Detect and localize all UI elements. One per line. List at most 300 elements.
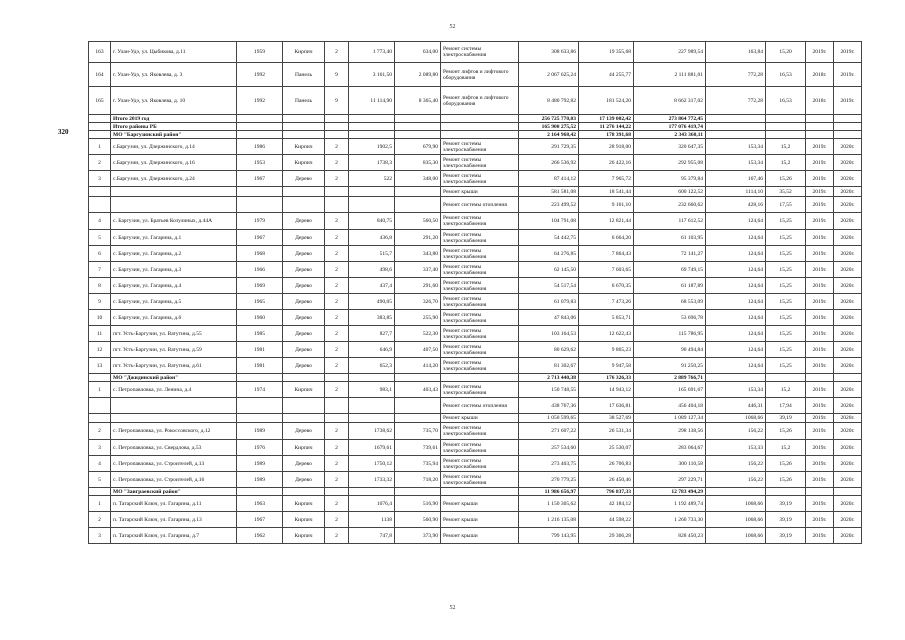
cell-cost-control: 26 422,16 xyxy=(579,155,634,171)
table-row xyxy=(89,187,862,197)
cell-cost-works: 2 067 625,24 xyxy=(519,63,579,87)
cell-total-area: 1750,12 xyxy=(349,456,395,472)
table-row xyxy=(89,414,862,423)
cell-total-area: 1076,4 xyxy=(349,496,395,512)
cell-unit-control: 15,26 xyxy=(766,456,806,472)
cell-unit-cost xyxy=(706,374,766,382)
cell-cost-works: 165 900 275,52 xyxy=(519,123,579,131)
cell-row-number: 1 xyxy=(89,496,111,512)
cell-work-type: Ремонт системы электроснабжения xyxy=(441,342,519,358)
cell-start-year: 2019г. xyxy=(806,278,834,294)
cell-living-area: 291,60 xyxy=(395,278,441,294)
cell-work-type: Ремонт системы электроснабжения xyxy=(441,382,519,398)
cell-year-built xyxy=(237,398,283,414)
cell-cost-works: 438 767,36 xyxy=(519,398,579,414)
cell-floors: 2 xyxy=(325,382,349,398)
cell-row-number: 4 xyxy=(89,213,111,230)
cell-cost-total: 320 647,35 xyxy=(634,139,706,155)
cell-unit-cost: 124,64 xyxy=(706,262,766,278)
cell-year-built: 1981 xyxy=(237,358,283,374)
cell-row-number: 11 xyxy=(89,326,111,342)
cell-end-year: 2020г. xyxy=(834,171,862,187)
cell-year-built: 1976 xyxy=(237,440,283,456)
cell-address: пгт. Усть-Баргузин, ул. Ватутина, д.55 xyxy=(111,326,237,342)
cell-floors xyxy=(325,398,349,414)
cell-address: с. Баргузин, ул. Братьев Козулиных, д.44А xyxy=(111,213,237,230)
cell-row-number: 9 xyxy=(89,294,111,310)
cell-address: с.Баргузин, ул. Дзержинского, д.16 xyxy=(111,155,237,171)
cell-work-type: Ремонт лифтов и лифтового оборудования xyxy=(441,63,519,87)
cell-row-number: 164 xyxy=(89,63,111,87)
cell-start-year: 2019г. xyxy=(806,246,834,262)
cell-unit-control: 15,25 xyxy=(766,294,806,310)
cell-end-year xyxy=(834,115,862,123)
cell-total-area: 1738,62 xyxy=(349,423,395,440)
cell-wall-material: Дерево xyxy=(283,213,325,230)
cell-cost-works: 1 150 305,62 xyxy=(519,496,579,512)
cell-cost-works: 291 729,35 xyxy=(519,139,579,155)
cell-unit-cost: 124,64 xyxy=(706,213,766,230)
cell-unit-cost: 1068,66 xyxy=(706,496,766,512)
cell-cost-total: 600 122,52 xyxy=(634,187,706,197)
cell-wall-material xyxy=(283,131,325,139)
cell-work-type: Ремонт крыши xyxy=(441,528,519,544)
cell-unit-control: 15,25 xyxy=(766,246,806,262)
cell-year-built xyxy=(237,414,283,423)
cell-unit-cost: 124,64 xyxy=(706,278,766,294)
cell-unit-control: 15,2 xyxy=(766,440,806,456)
cell-address: с. Петропавловка, ул. Ленина, д.4 xyxy=(111,382,237,398)
cell-unit-cost: 428,16 xyxy=(706,197,766,213)
cell-total-area: 3 161,50 xyxy=(349,63,395,87)
cell-unit-cost: 153,34 xyxy=(706,139,766,155)
cell-cost-works: 11 986 656,97 xyxy=(519,488,579,496)
cell-total-area: 490,05 xyxy=(349,294,395,310)
cell-wall-material xyxy=(283,197,325,213)
cell-unit-control: 39,19 xyxy=(766,414,806,423)
cell-total-area xyxy=(349,488,395,496)
cell-year-built: 1974 xyxy=(237,382,283,398)
cell-total-area xyxy=(349,414,395,423)
cell-total-area xyxy=(349,398,395,414)
cell-unit-cost: 124,64 xyxy=(706,358,766,374)
cell-end-year: 2020г. xyxy=(834,230,862,246)
cell-address xyxy=(111,187,237,197)
cell-address: с. Баргузин, ул. Гагарина, д.4 xyxy=(111,278,237,294)
cell-start-year: 2019г. xyxy=(806,326,834,342)
cell-living-area: 255,90 xyxy=(395,310,441,326)
cell-end-year: 2020г. xyxy=(834,326,862,342)
cell-year-built xyxy=(237,131,283,139)
cell-cost-control: 6 670,35 xyxy=(579,278,634,294)
cell-unit-control xyxy=(766,374,806,382)
cell-unit-cost: 124,64 xyxy=(706,246,766,262)
cell-end-year: 2020г. xyxy=(834,472,862,488)
cell-end-year: 2020г. xyxy=(834,342,862,358)
cell-cost-works: 257 534,60 xyxy=(519,440,579,456)
cell-start-year: 2019г. xyxy=(806,398,834,414)
cell-work-type: Ремонт системы электроснабжения xyxy=(441,213,519,230)
cell-year-built: 1967 xyxy=(237,512,283,528)
cell-total-area: 515,7 xyxy=(349,246,395,262)
cell-end-year: 2020г. xyxy=(834,155,862,171)
table-row xyxy=(89,440,862,456)
cell-start-year: 2019г. xyxy=(806,310,834,326)
cell-end-year: 2020г. xyxy=(834,423,862,440)
cell-start-year: 2019г. xyxy=(806,197,834,213)
cell-cost-total: 68 553,09 xyxy=(634,294,706,310)
cell-cost-works: 223 499,52 xyxy=(519,197,579,213)
cell-unit-control: 39,19 xyxy=(766,512,806,528)
cell-year-built xyxy=(237,374,283,382)
cell-unit-cost xyxy=(706,115,766,123)
cell-unit-cost: 124,64 xyxy=(706,326,766,342)
cell-unit-cost: 124,64 xyxy=(706,294,766,310)
cell-work-type: Ремонт системы отопления xyxy=(441,398,519,414)
cell-cost-total: 2 343 360,11 xyxy=(634,131,706,139)
cell-cost-works: 581 581,08 xyxy=(519,187,579,197)
cell-address xyxy=(111,197,237,213)
cell-year-built: 1981 xyxy=(237,342,283,358)
cell-start-year: 2019г. xyxy=(806,528,834,544)
cell-cost-works: 2 164 968,42 xyxy=(519,131,579,139)
cell-cost-works: 80 629,62 xyxy=(519,342,579,358)
cell-end-year: 2020г. xyxy=(834,278,862,294)
table-row xyxy=(89,87,862,115)
table-row xyxy=(89,294,862,310)
cell-start-year xyxy=(806,488,834,496)
cell-floors xyxy=(325,197,349,213)
cell-wall-material xyxy=(283,414,325,423)
cell-unit-cost: 156,22 xyxy=(706,472,766,488)
cell-cost-works: 104 791,08 xyxy=(519,213,579,230)
cell-end-year: 2020г. xyxy=(834,139,862,155)
cell-floors: 2 xyxy=(325,213,349,230)
cell-cost-control: 42 184,12 xyxy=(579,496,634,512)
cell-living-area: 560,90 xyxy=(395,512,441,528)
cell-living-area: 343,80 xyxy=(395,246,441,262)
cell-row-number: 3 xyxy=(89,440,111,456)
cell-unit-cost xyxy=(706,488,766,496)
cell-unit-control: 15,25 xyxy=(766,213,806,230)
cell-cost-total: 8 662 317,02 xyxy=(634,87,706,115)
cell-work-type: Ремонт системы электроснабжения xyxy=(441,456,519,472)
cell-address: г. Улан-Удэ, ул. Цыбикова, д.11 xyxy=(111,42,237,63)
cell-row-number: 8 xyxy=(89,278,111,294)
cell-floors xyxy=(325,123,349,131)
cell-floors: 2 xyxy=(325,358,349,374)
cell-cost-works: 1 216 135,08 xyxy=(519,512,579,528)
cell-unit-control: 17,55 xyxy=(766,197,806,213)
cell-cost-total: 1 192 489,74 xyxy=(634,496,706,512)
cell-address: с. Баргузин, ул. Гагарина, д.2 xyxy=(111,246,237,262)
cell-living-area xyxy=(395,131,441,139)
cell-cost-total: 91 250,25 xyxy=(634,358,706,374)
cell-row-number: 1 xyxy=(89,382,111,398)
cell-cost-control: 796 837,33 xyxy=(579,488,634,496)
cell-wall-material: Кирпич xyxy=(283,155,325,171)
cell-total-area: 652,3 xyxy=(349,358,395,374)
cell-unit-cost: 167,46 xyxy=(706,171,766,187)
cell-year-built: 1963 xyxy=(237,496,283,512)
table-row xyxy=(89,230,862,246)
cell-row-number xyxy=(89,123,111,131)
cell-work-type: Ремонт системы электроснабжения xyxy=(441,139,519,155)
cell-year-built xyxy=(237,115,283,123)
cell-address: с. Баргузин, ул. Гагарина, д.3 xyxy=(111,262,237,278)
cell-living-area xyxy=(395,123,441,131)
cell-wall-material: Дерево xyxy=(283,472,325,488)
cell-unit-cost xyxy=(706,123,766,131)
cell-floors: 2 xyxy=(325,171,349,187)
cell-living-area: 403,43 xyxy=(395,382,441,398)
cell-total-area: 840,75 xyxy=(349,213,395,230)
cell-total-area xyxy=(349,123,395,131)
cell-wall-material xyxy=(283,115,325,123)
cell-cost-works: 2 713 440,38 xyxy=(519,374,579,382)
cell-year-built xyxy=(237,123,283,131)
cell-end-year: 2020г. xyxy=(834,213,862,230)
cell-living-area: 739,61 xyxy=(395,440,441,456)
cell-total-area: 383,85 xyxy=(349,310,395,326)
cell-unit-control: 15,2 xyxy=(766,382,806,398)
cell-cost-works: 54 442,75 xyxy=(519,230,579,246)
cell-total-area: 747,8 xyxy=(349,528,395,544)
cell-year-built: 1959 xyxy=(237,42,283,63)
cell-wall-material: Дерево xyxy=(283,278,325,294)
cell-unit-control: 15,25 xyxy=(766,326,806,342)
cell-floors: 2 xyxy=(325,512,349,528)
cell-living-area: 326,70 xyxy=(395,294,441,310)
cell-cost-total: 61 187,89 xyxy=(634,278,706,294)
cell-wall-material: Кирпич xyxy=(283,382,325,398)
cell-unit-cost: 124,64 xyxy=(706,310,766,326)
cell-year-built: 1992 xyxy=(237,87,283,115)
cell-work-type xyxy=(441,131,519,139)
cell-living-area: 718,20 xyxy=(395,472,441,488)
cell-floors: 2 xyxy=(325,472,349,488)
cell-cost-control: 26 706,83 xyxy=(579,456,634,472)
cell-year-built: 1989 xyxy=(237,472,283,488)
cell-total-area: 1679,61 xyxy=(349,440,395,456)
cell-work-type: Ремонт крыши xyxy=(441,512,519,528)
cell-floors: 2 xyxy=(325,326,349,342)
cell-cost-total: 2 889 766,71 xyxy=(634,374,706,382)
cell-floors xyxy=(325,414,349,423)
cell-start-year: 2019г. xyxy=(806,456,834,472)
cell-floors: 2 xyxy=(325,440,349,456)
cell-unit-control: 15,25 xyxy=(766,278,806,294)
cell-cost-control: 12 622,43 xyxy=(579,326,634,342)
cell-work-type xyxy=(441,115,519,123)
cell-total-area: 436,8 xyxy=(349,230,395,246)
cell-living-area: 414,20 xyxy=(395,358,441,374)
cell-address: с. Петропавловка, ул. Строителей, д.13 xyxy=(111,456,237,472)
cell-cost-total: 53 696,78 xyxy=(634,310,706,326)
cell-year-built xyxy=(237,197,283,213)
cell-unit-cost: 153,34 xyxy=(706,382,766,398)
cell-row-number: 3 xyxy=(89,528,111,544)
cell-living-area xyxy=(395,115,441,123)
cell-row-number: 2 xyxy=(89,155,111,171)
cell-wall-material: Кирпич xyxy=(283,496,325,512)
cell-work-type: Ремонт системы электроснабжения xyxy=(441,310,519,326)
cell-floors xyxy=(325,115,349,123)
cell-cost-works: 8 480 792,82 xyxy=(519,87,579,115)
cell-row-number xyxy=(89,488,111,496)
cell-work-type: Ремонт системы электроснабжения xyxy=(441,246,519,262)
cell-end-year: 2020г. xyxy=(834,187,862,197)
cell-cost-works: 103 164,53 xyxy=(519,326,579,342)
cell-address: с. Баргузин, ул. Гагарина, д.6 xyxy=(111,310,237,326)
cell-unit-control: 15,26 xyxy=(766,472,806,488)
cell-start-year: 2019г. xyxy=(806,342,834,358)
cell-unit-control: 39,19 xyxy=(766,496,806,512)
cell-wall-material xyxy=(283,488,325,496)
cell-start-year: 2018г. xyxy=(806,87,834,115)
cell-cost-total: 117 612,52 xyxy=(634,213,706,230)
cell-floors: 2 xyxy=(325,230,349,246)
cell-cost-total: 1 260 733,30 xyxy=(634,512,706,528)
cell-cost-total: 297 229,71 xyxy=(634,472,706,488)
cell-year-built: 1953 xyxy=(237,155,283,171)
cell-cost-control: 18 541,44 xyxy=(579,187,634,197)
cell-floors: 2 xyxy=(325,42,349,63)
cell-unit-control: 16,53 xyxy=(766,63,806,87)
cell-unit-cost: 124,64 xyxy=(706,342,766,358)
cell-total-area: 522 xyxy=(349,171,395,187)
cell-total-area: 437,4 xyxy=(349,278,395,294)
cell-wall-material xyxy=(283,123,325,131)
cell-row-number: 2 xyxy=(89,423,111,440)
cell-cost-works: 150 748,55 xyxy=(519,382,579,398)
cell-year-built xyxy=(237,488,283,496)
cell-start-year: 2019г. xyxy=(806,414,834,423)
cell-living-area: 373,90 xyxy=(395,528,441,544)
cell-start-year: 2019г. xyxy=(806,358,834,374)
cell-cost-control: 11 276 144,22 xyxy=(579,123,634,131)
cell-wall-material: Дерево xyxy=(283,456,325,472)
cell-start-year xyxy=(806,123,834,131)
table-row xyxy=(89,278,862,294)
cell-work-type: Ремонт системы электроснабжения xyxy=(441,230,519,246)
cell-year-built: 1965 xyxy=(237,294,283,310)
cell-living-area: 348,00 xyxy=(395,171,441,187)
cell-unit-cost: 156,22 xyxy=(706,456,766,472)
cell-living-area: 516,90 xyxy=(395,496,441,512)
cell-cost-control: 6 664,20 xyxy=(579,230,634,246)
cell-cost-works: 799 143,95 xyxy=(519,528,579,544)
summary-row xyxy=(89,374,862,382)
cell-cost-works: 61 079,83 xyxy=(519,294,579,310)
cell-address xyxy=(111,398,237,414)
cell-cost-control: 7 603,65 xyxy=(579,262,634,278)
cell-address: п. Татарский Ключ, ул. Гагарина, д.13 xyxy=(111,512,237,528)
cell-unit-control: 16,53 xyxy=(766,87,806,115)
cell-end-year: 2020г. xyxy=(834,512,862,528)
cell-cost-works: 64 276,85 xyxy=(519,246,579,262)
cell-unit-cost: 446,31 xyxy=(706,398,766,414)
cell-year-built: 1992 xyxy=(237,63,283,87)
cell-living-area xyxy=(395,374,441,382)
cell-cost-total: 283 064,67 xyxy=(634,440,706,456)
cell-cost-control: 26 450,46 xyxy=(579,472,634,488)
cell-end-year: 2020г. xyxy=(834,382,862,398)
cell-year-built: 1969 xyxy=(237,278,283,294)
cell-unit-cost xyxy=(706,131,766,139)
cell-cost-total: 115 786,95 xyxy=(634,326,706,342)
cell-start-year: 2019г. xyxy=(806,262,834,278)
cell-address: г. Улан-Удэ, ул. Яковлева, д. 10 xyxy=(111,87,237,115)
cell-cost-control: 7 473,26 xyxy=(579,294,634,310)
cell-cost-control: 29 306,28 xyxy=(579,528,634,544)
cell-unit-cost: 772,28 xyxy=(706,63,766,87)
cell-unit-control: 17,94 xyxy=(766,398,806,414)
cell-end-year: 2020г. xyxy=(834,496,862,512)
cell-end-year xyxy=(834,374,862,382)
cell-floors xyxy=(325,488,349,496)
cell-address: пгт. Усть-Баргузин, ул. Ватутина, д.59 xyxy=(111,342,237,358)
cell-row-number xyxy=(89,414,111,423)
cell-cost-control: 26 531,34 xyxy=(579,423,634,440)
cell-cost-control: 12 821,44 xyxy=(579,213,634,230)
cell-cost-total: 1 089 127,34 xyxy=(634,414,706,423)
cell-cost-control: 38 527,69 xyxy=(579,414,634,423)
cell-row-number: 7 xyxy=(89,262,111,278)
cell-cost-works: 256 725 770,03 xyxy=(519,115,579,123)
cell-unit-cost: 1114,10 xyxy=(706,187,766,197)
cell-start-year: 2019г. xyxy=(806,294,834,310)
cell-wall-material xyxy=(283,187,325,197)
cell-end-year xyxy=(834,488,862,496)
cell-work-type: Ремонт лифтов и лифтового оборудования xyxy=(441,87,519,115)
cell-row-number: 4 xyxy=(89,456,111,472)
cell-start-year: 2019г. xyxy=(806,155,834,171)
cell-unit-control: 15,20 xyxy=(766,42,806,63)
summary-row xyxy=(89,115,862,123)
cell-work-type: Ремонт системы электроснабжения xyxy=(441,155,519,171)
cell-total-area xyxy=(349,131,395,139)
cell-address: МО "Джидинский район" xyxy=(111,374,237,382)
cell-unit-control: 15,25 xyxy=(766,342,806,358)
cell-total-area xyxy=(349,187,395,197)
cell-work-type: Ремонт системы отопления xyxy=(441,197,519,213)
table-row xyxy=(89,456,862,472)
cell-cost-control: 176 326,33 xyxy=(579,374,634,382)
cell-wall-material: Панель xyxy=(283,63,325,87)
cell-wall-material: Кирпич xyxy=(283,139,325,155)
cell-floors: 2 xyxy=(325,278,349,294)
cell-cost-control: 7 965,72 xyxy=(579,171,634,187)
cell-start-year: 2019г. xyxy=(806,472,834,488)
cell-address: МО "Заиграевский район" xyxy=(111,488,237,496)
cell-cost-works: 270 779,25 xyxy=(519,472,579,488)
cell-floors: 2 xyxy=(325,294,349,310)
cell-wall-material: Дерево xyxy=(283,294,325,310)
cell-unit-cost: 1068,66 xyxy=(706,512,766,528)
table-row xyxy=(89,213,862,230)
cell-cost-works: 54 517,54 xyxy=(519,278,579,294)
cell-year-built: 1986 xyxy=(237,139,283,155)
cell-address: пгт. Усть-Баргузин, ул. Ватутина, д.61 xyxy=(111,358,237,374)
table-row xyxy=(89,398,862,414)
cell-cost-total: 828 450,23 xyxy=(634,528,706,544)
cell-unit-control: 39,19 xyxy=(766,528,806,544)
cell-row-number xyxy=(89,197,111,213)
cell-end-year xyxy=(834,131,862,139)
cell-year-built: 1962 xyxy=(237,528,283,544)
cell-unit-cost: 1068,66 xyxy=(706,414,766,423)
